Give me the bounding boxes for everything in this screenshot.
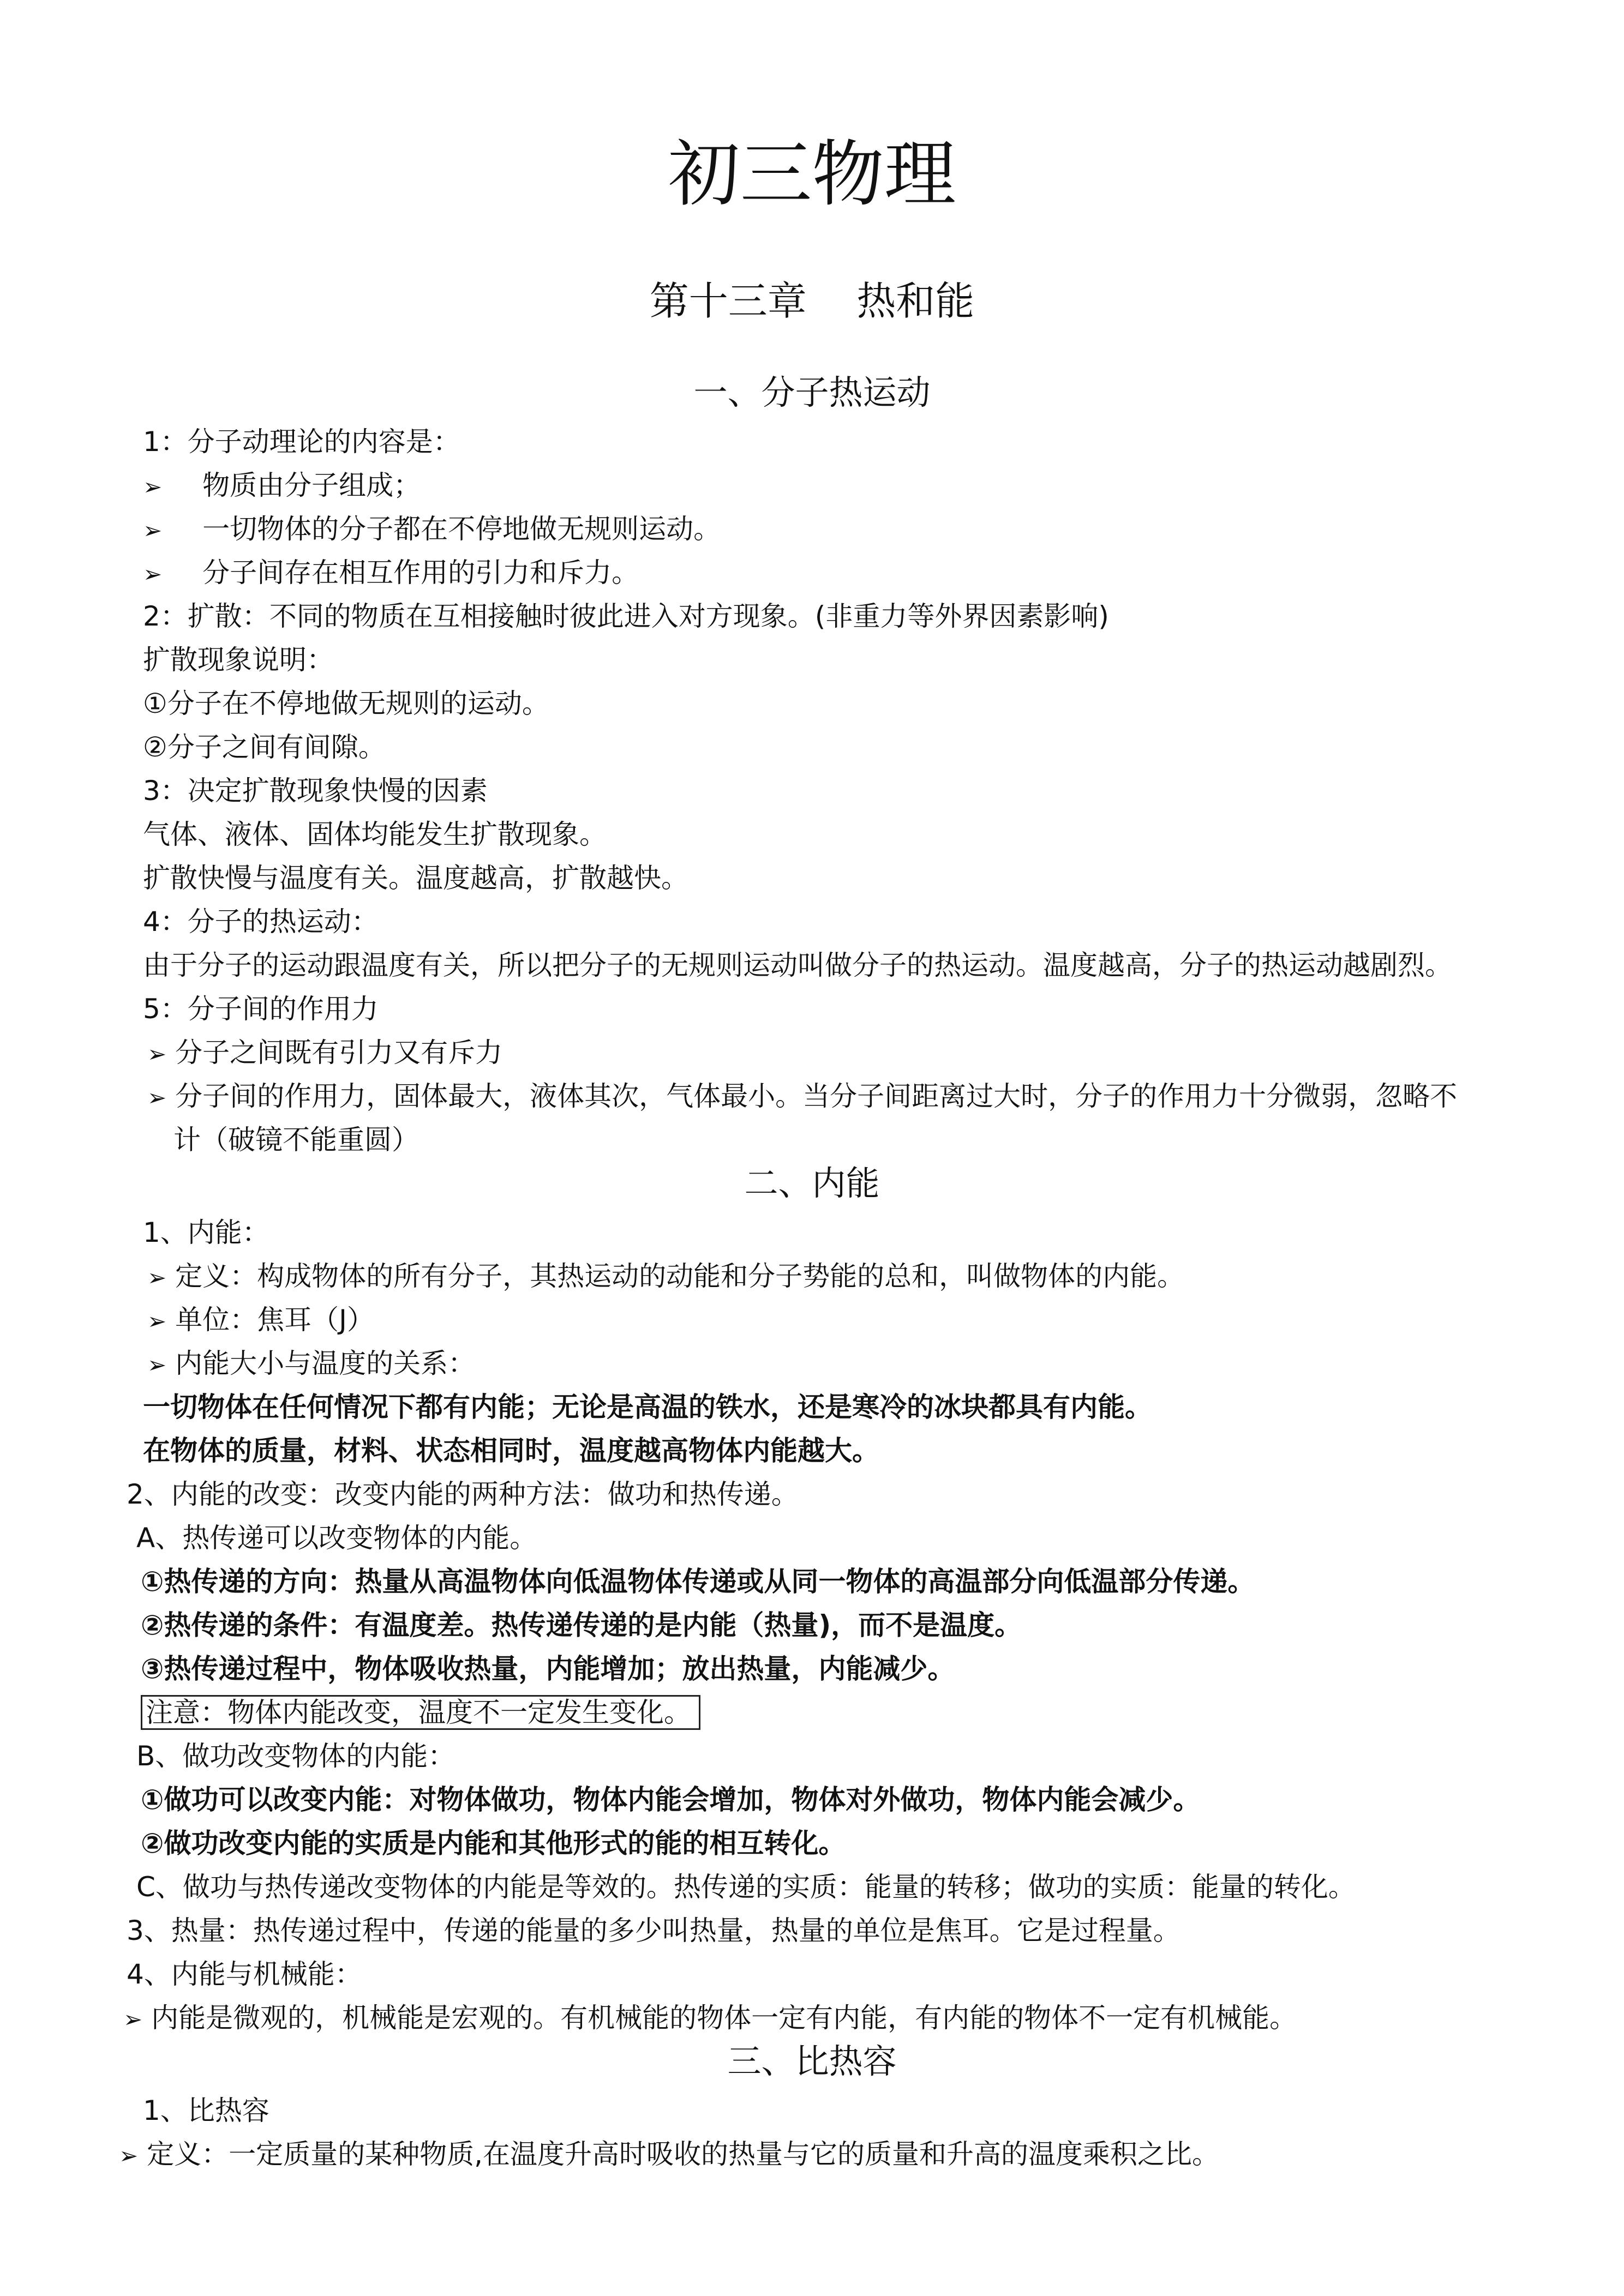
paragraph-line: 计（破镜不能重圆） [173, 1124, 419, 1156]
bullet-text: 内能大小与温度的关系： [175, 1348, 476, 1379]
bullet-text: 分子间的作用力，固体最大，液体其次，气体最小。当分子间距离过大时，分子的作用力十分微弱，忽略不 [175, 1080, 1458, 1112]
bullet-line [119, 2135, 1219, 2175]
paragraph-line: 1、比热容 [143, 2095, 269, 2126]
chapter-heading: 第十三章 热和能 [649, 278, 975, 324]
bullet-text: 定义：一定质量的某种物质,在温度升高时吸收的热量与它的质量和升高的温度乘积之比。 [147, 2138, 1220, 2170]
bullet-line [143, 554, 639, 593]
bullet-line [147, 1077, 1457, 1117]
paragraph-line: 3、热量：热传递过程中，传递的能量的多少叫热量，热量的单位是焦耳。它是过程量。 [127, 1915, 1180, 1946]
arrow-bullet-icon: ➢ [147, 1264, 167, 1291]
paragraph-line: B、做功改变物体的内能： [136, 1740, 456, 1772]
paragraph-line: 4：分子的热运动： [143, 906, 379, 937]
bullet-text: 定义：构成物体的所有分子，其热运动的动能和分子势能的总和，叫做物体的内能。 [175, 1260, 1185, 1292]
paragraph-line: 2：扩散：不同的物质在互相接触时彼此进入对方现象。(非重力等外界因素影响) [143, 600, 1109, 632]
paragraph-line: ①分子在不停地做无规则的运动。 [143, 688, 549, 719]
paragraph-line: 1：分子动理论的内容是： [143, 426, 460, 458]
paragraph-line: 气体、液体、固体均能发生扩散现象。 [143, 819, 607, 850]
bullet-line [147, 1257, 1184, 1297]
paragraph-line: 4、内能与机械能： [127, 1958, 362, 1990]
bold-line: ①做功可以改变内能：对物体做功，物体内能会增加，物体对外做功，物体内能会减少。 [141, 1784, 1201, 1816]
arrow-bullet-icon: ➢ [147, 1041, 167, 1067]
arrow-bullet-icon: ➢ [123, 2006, 143, 2033]
bold-line: ①热传递的方向：热量从高温物体向低温物体传递或从同一物体的高温部分向低温部分传递。 [141, 1566, 1255, 1597]
paragraph-line: ②分子之间有间隙。 [143, 731, 386, 763]
note-text: 注意：物体内能改变，温度不一定发生变化。 [141, 1695, 700, 1730]
bullet-line [147, 1301, 374, 1341]
paragraph-line: 由于分子的运动跟温度有关，所以把分子的无规则运动叫做分子的热运动。温度越高，分子的热运动越剧烈。 [143, 949, 1452, 981]
arrow-bullet-icon: ➢ [147, 1084, 167, 1111]
arrow-bullet-icon: ➢ [143, 473, 163, 500]
section-heading-1: 一、分子热运动 [693, 372, 931, 412]
bullet-line [123, 1999, 1297, 2039]
arrow-bullet-icon: ➢ [143, 517, 163, 544]
bold-line: 在物体的质量，材料、状态相同时，温度越高物体内能越大。 [143, 1435, 879, 1466]
arrow-bullet-icon: ➢ [119, 2142, 139, 2169]
bullet-line [143, 510, 721, 550]
bold-line: ②做功改变内能的实质是内能和其他形式的能的相互转化。 [141, 1828, 846, 1859]
paragraph-line: 1、内能： [143, 1217, 269, 1248]
paragraph-line: 3：决定扩散现象快慢的因素 [143, 775, 488, 807]
section-heading-2: 二、内能 [744, 1163, 880, 1203]
bullet-text: 一切物体的分子都在不停地做无规则运动。 [202, 513, 721, 545]
bullet-text: 分子间存在相互作用的引力和斥力。 [202, 557, 639, 588]
arrow-bullet-icon: ➢ [147, 1308, 167, 1335]
paragraph-line: A、热传递可以改变物体的内能。 [136, 1522, 537, 1554]
document-title: 初三物理 [668, 133, 956, 217]
bold-line: ③热传递过程中，物体吸收热量，内能增加；放出热量，内能减少。 [141, 1653, 955, 1685]
bullet-text: 单位：焦耳（J） [175, 1304, 374, 1336]
paragraph-line: 扩散快慢与温度有关。温度越高，扩散越快。 [143, 862, 688, 894]
paragraph-line: 2、内能的改变：改变内能的两种方法：做功和热传递。 [127, 1478, 799, 1510]
arrow-bullet-icon: ➢ [147, 1351, 167, 1378]
bullet-line [147, 1033, 502, 1073]
paragraph-line: C、做功与热传递改变物体的内能是等效的。热传递的实质：能量的转移；做功的实质：能量的转化。 [136, 1871, 1356, 1903]
paragraph-line: 5：分子间的作用力 [143, 993, 379, 1025]
bold-line: ②热传递的条件：有温度差。热传递传递的是内能（热量)，而不是温度。 [141, 1609, 1022, 1641]
bullet-text: 分子之间既有引力又有斥力 [175, 1037, 503, 1068]
bullet-line [143, 466, 421, 506]
bullet-text: 物质由分子组成； [202, 470, 421, 501]
bold-line: 一切物体在任何情况下都有内能；无论是高温的铁水，还是寒冷的冰块都具有内能。 [143, 1391, 1152, 1423]
bullet-line [147, 1344, 475, 1384]
bullet-text: 内能是微观的，机械能是宏观的。有机械能的物体一定有内能，有内能的物体不一定有机械能。 [151, 2002, 1297, 2034]
arrow-bullet-icon: ➢ [143, 561, 163, 587]
section-heading-3: 三、比热容 [727, 2041, 897, 2081]
paragraph-line: 扩散现象说明： [143, 644, 334, 676]
note-box [141, 1693, 700, 1732]
